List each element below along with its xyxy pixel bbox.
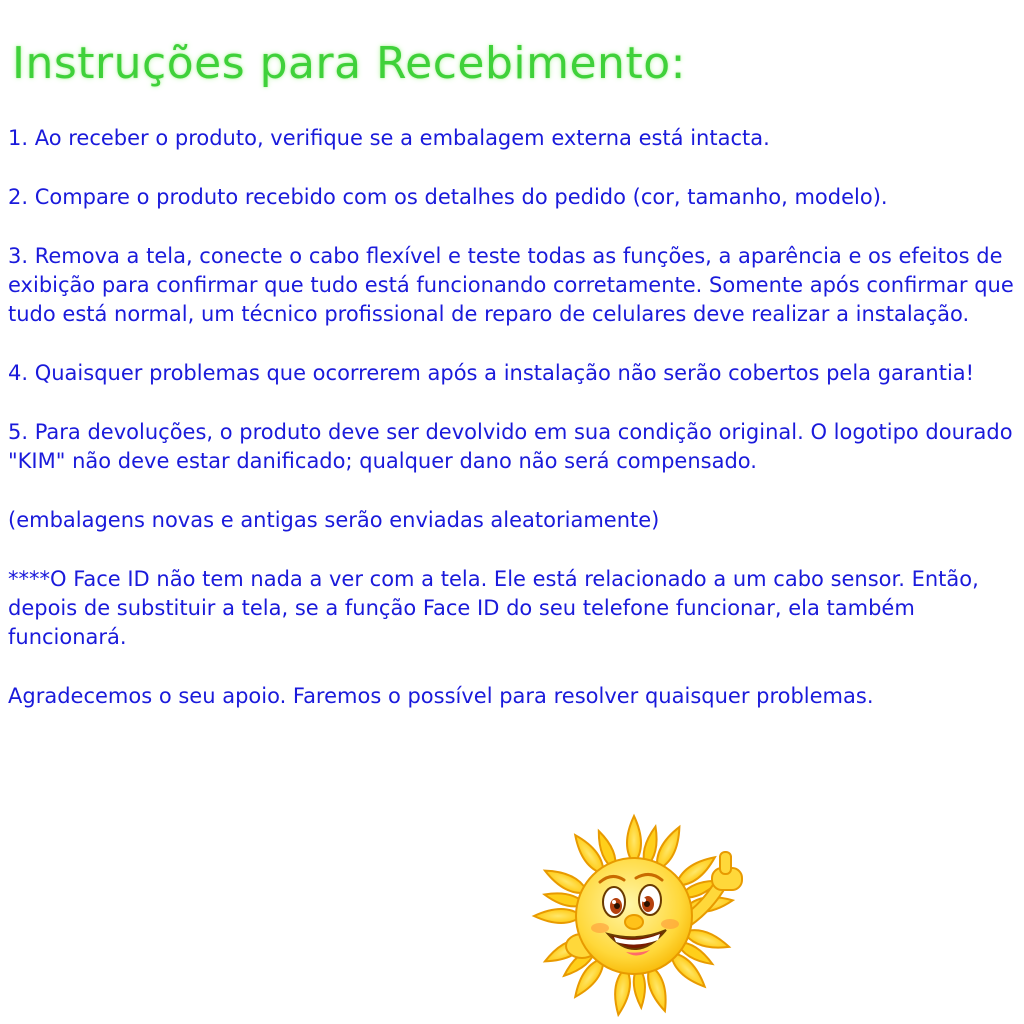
face-id-note: ****O Face ID não tem nada a ver com a tela. Ele está relacionado a um cabo sensor. Então, depois de substituir a tela, se a função Face ID do seu telefone funcionar, ela também funcionará. xyxy=(8,567,979,649)
smiling-sun-thumbs-up-icon xyxy=(522,806,758,1020)
instruction-item-3: 3. Remova a tela, conecte o cabo flexível e teste todas as funções, a aparência e os efeitos de exibição para confirmar que tudo está funcionando corretamente. Somente após confirmar que tudo está normal, um técnico profissional de reparo de celulares deve realizar a instalação. xyxy=(8,244,1014,326)
instruction-item-1: 1. Ao receber o produto, verifique se a embalagem externa está intacta. xyxy=(8,126,770,150)
packaging-note: (embalagens novas e antigas serão enviadas aleatoriamente) xyxy=(8,508,660,532)
instructions-list xyxy=(8,124,1018,741)
instruction-item-2: 2. Compare o produto recebido com os detalhes do pedido (cor, tamanho, modelo). xyxy=(8,185,888,209)
instruction-item-5: 5. Para devoluções, o produto deve ser devolvido em sua condição original. O logotipo dourado "KIM" não deve estar danificado; qualquer dano não será compensado. xyxy=(8,420,1013,473)
instruction-item-4: 4. Quaisquer problemas que ocorrerem após a instalação não serão cobertos pela garantia! xyxy=(8,361,975,385)
page-title: Instruções para Recebimento: xyxy=(12,38,686,89)
thank-you-note: Agradecemos o seu apoio. Faremos o possível para resolver quaisquer problemas. xyxy=(8,684,874,708)
